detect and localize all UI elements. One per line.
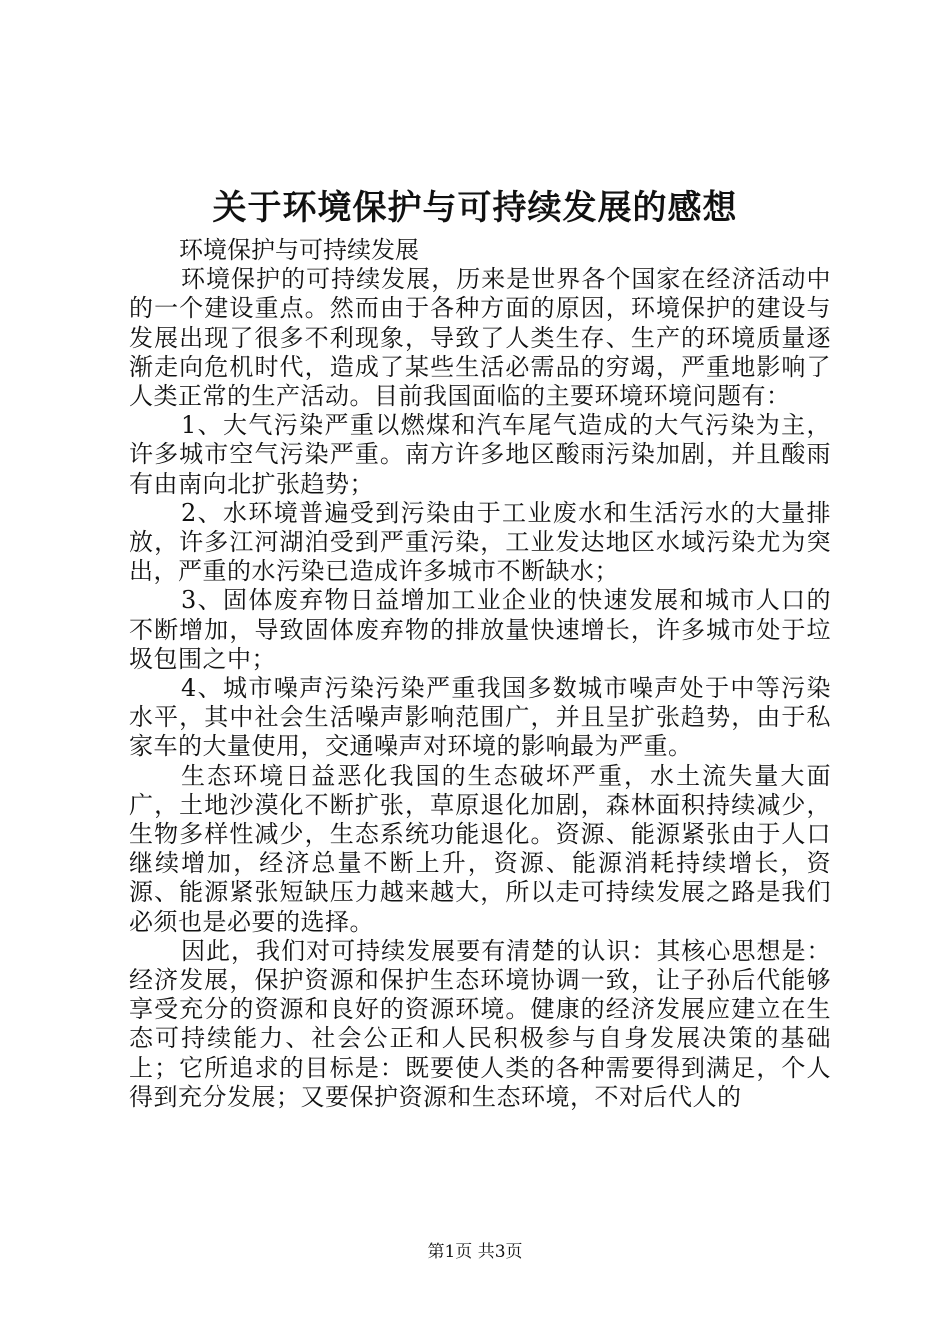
paragraph-solid-waste: 3、固体废弃物日益增加工业企业的快速发展和城市人口的不断增加，导致固体废弃物的排放量快速增长，许多城市处于垃圾包围之中； — [129, 586, 831, 673]
document-subtitle: 环境保护与可持续发展 — [179, 236, 419, 264]
paragraph-water-pollution: 2、水环境普遍受到污染由于工业废水和生活污水的大量排放，许多江河湖泊受到严重污染，工业发达地区水域污染尤为突出，严重的水污染已造成许多城市不断缺水； — [129, 498, 831, 586]
page-number: 第1页 共3页 — [427, 1242, 523, 1262]
document-body — [129, 236, 831, 1112]
paragraph-ecology: 生态环境日益恶化我国的生态破坏严重，水土流失量大面广，土地沙漠化不断扩张，草原退化加剧，森林面积持续减少，生物多样性减少，生态系统功能退化。资源、能源紧张由于人口继续增加，经济总量不断上升，资源、能源消耗持续增长，资源、能源紧张短缺压力越来越大，所以走可持续发展之路是我们必须也是必要的选择。 — [129, 761, 831, 936]
paragraph-conclusion: 因此，我们对可持续发展要有清楚的认识：其核心思想是：经济发展，保护资源和保护生态环境协调一致，让子孙后代能够享受充分的资源和良好的资源环境。健康的经济发展应建立在生态可持续能力、社会公正和人民积极参与自身发展决策的基础上；它所追求的目标是：既要使人类的各种需要得到满足，个人得到充分发展；又要保护资源和生态环境，不对后代人的 — [129, 936, 831, 1111]
paragraph-noise-pollution: 4、城市噪声污染污染严重我国多数城市噪声处于中等污染水平，其中社会生活噪声影响范围广，并且呈扩张趋势，由于私家车的大量使用，交通噪声对环境的影响最为严重。 — [129, 674, 831, 761]
paragraph-intro: 环境保护的可持续发展，历来是世界各个国家在经济活动中的一个建设重点。然而由于各种方面的原因，环境保护的建设与发展出现了很多不利现象，导致了人类生存、生产的环境质量逐渐走向危机时代，造成了某些生活必需品的穷竭，严重地影响了人类正常的生产活动。目前我国面临的主要环境环境问题有： — [129, 265, 831, 411]
document-title: 关于环境保护与可持续发展的感想 — [212, 188, 738, 228]
paragraph-air-pollution: 1、大气污染严重以燃煤和汽车尾气造成的大气污染为主，许多城市空气污染严重。南方许多地区酸雨污染加剧，并且酸雨有由南向北扩张趋势； — [129, 411, 831, 498]
